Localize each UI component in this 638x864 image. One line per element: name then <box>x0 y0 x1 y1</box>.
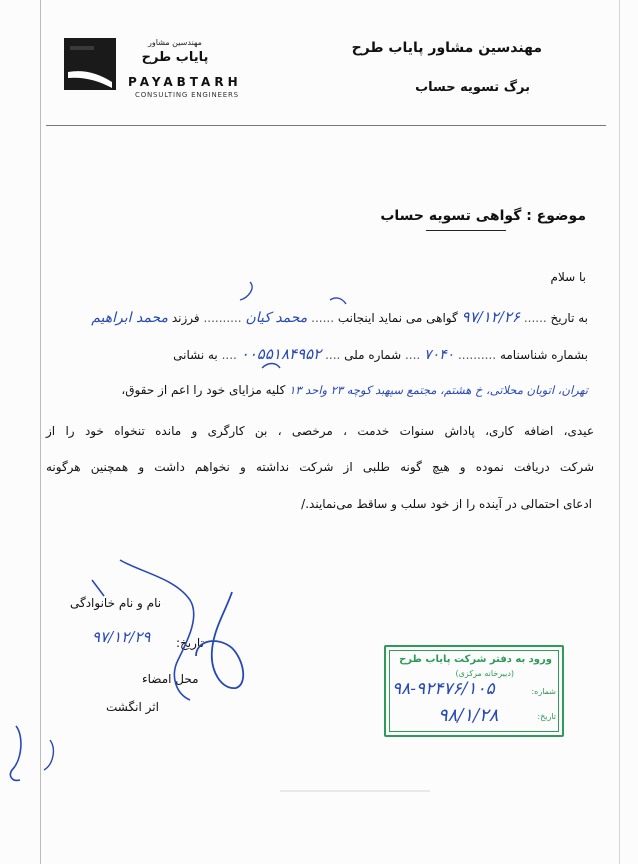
logo-subtitle-fa: مهندسین مشاور <box>148 38 202 47</box>
line1-prefix: به تاریخ <box>550 311 588 325</box>
left-margin-rule <box>40 0 41 864</box>
faint-footer-mark <box>280 790 430 792</box>
body-line-6: ادعای احتمالی در آینده را از خود سلب و ساقط می‌نمایند./ <box>301 497 592 511</box>
body-line-2 <box>173 345 588 363</box>
date-label: تاریخ: <box>176 636 204 650</box>
stamp-handwritten-date: ۹۸/۱/۲۸ <box>438 705 499 726</box>
dotted-blank: .... <box>404 348 421 362</box>
dotted-blank: .... <box>325 348 341 362</box>
line2-text-a: شماره ملی <box>344 348 402 362</box>
line1-text-b: فرزند <box>171 311 200 325</box>
handwritten-id-number: ۷۰۴۰ <box>424 347 455 363</box>
line2-text-b: به نشانی <box>173 348 218 362</box>
line1-text-a: گواهی می نماید اینجانب <box>337 311 458 325</box>
handwritten-sign-date: ۹۷/۱۲/۲۹ <box>92 628 151 646</box>
company-logo-icon <box>64 38 116 90</box>
letterhead <box>0 0 638 126</box>
dotted-blank: .......... <box>203 311 242 325</box>
registration-stamp <box>384 645 564 737</box>
body-line-3 <box>121 383 588 397</box>
stamp-handwritten-number: ۹۸-۹۲۴۷۶/۱۰۵ <box>392 679 495 699</box>
body-line-5: شرکت دریافت نموده و هیچ گونه طلبی از شرکت نداشته و نخواهم داشت و همچنین هرگونه <box>46 460 594 474</box>
dotted-blank: ...... <box>311 311 335 325</box>
body-line-4: عیدی، اضافه کاری، پاداش سنوات خدمت ، مرخصی ، بن کارگری و مانده تنخواه خود را از <box>46 424 594 438</box>
dotted-blank: ...... <box>523 311 547 325</box>
subject-underline <box>426 230 506 231</box>
line2-prefix: بشماره شناسنامه <box>499 348 588 362</box>
body-line-1 <box>91 308 588 326</box>
name-label: نام و نام خانوادگی <box>70 596 162 610</box>
header-divider <box>46 125 606 126</box>
handwritten-father-name: محمد ابراهیم <box>91 310 168 326</box>
handwritten-address: تهران، اتوبان محلاتی، خ هشتم، مجتمع سپهبد کوچه ۲۳ واحد ۱۳ <box>289 383 588 397</box>
dotted-blank: .... <box>221 348 237 362</box>
dotted-blank: .......... <box>457 348 497 362</box>
stamp-title: ورود به دفتر شرکت پایاب طرح <box>399 654 552 665</box>
stamp-number-label: شماره: <box>531 687 556 696</box>
salutation: با سلام <box>550 270 586 284</box>
line3-text-a: کلیه مزایای خود را اعم از حقوق، <box>121 383 286 397</box>
stamp-date-label: تاریخ: <box>537 712 556 721</box>
company-name: مهندسین مشاور پایاب طرح <box>351 40 542 56</box>
stamp-subtitle: (دبیرخانه مرکزی) <box>455 669 514 678</box>
letter-subject: موضوع : گواهی تسویه حساب <box>380 208 586 224</box>
logo-name-en: PAYABTARH <box>128 75 242 89</box>
fingerprint-label: اثر انگشت <box>106 700 159 714</box>
handwritten-date-1: ۹۷/۱۲/۲۶ <box>461 308 520 326</box>
signature-label: محل امضاء <box>142 672 199 686</box>
document-title: برگ تسویه حساب <box>415 80 530 95</box>
logo-name-fa: پایاب طرح <box>141 50 209 65</box>
logo-subtitle-en: CONSULTING ENGINEERS <box>135 91 239 99</box>
handwritten-national-id: ۰۰۵۵۱۸۴۹۵۲ <box>240 345 322 363</box>
handwritten-name: محمد کیان <box>245 310 308 326</box>
right-margin-rule <box>619 0 620 864</box>
